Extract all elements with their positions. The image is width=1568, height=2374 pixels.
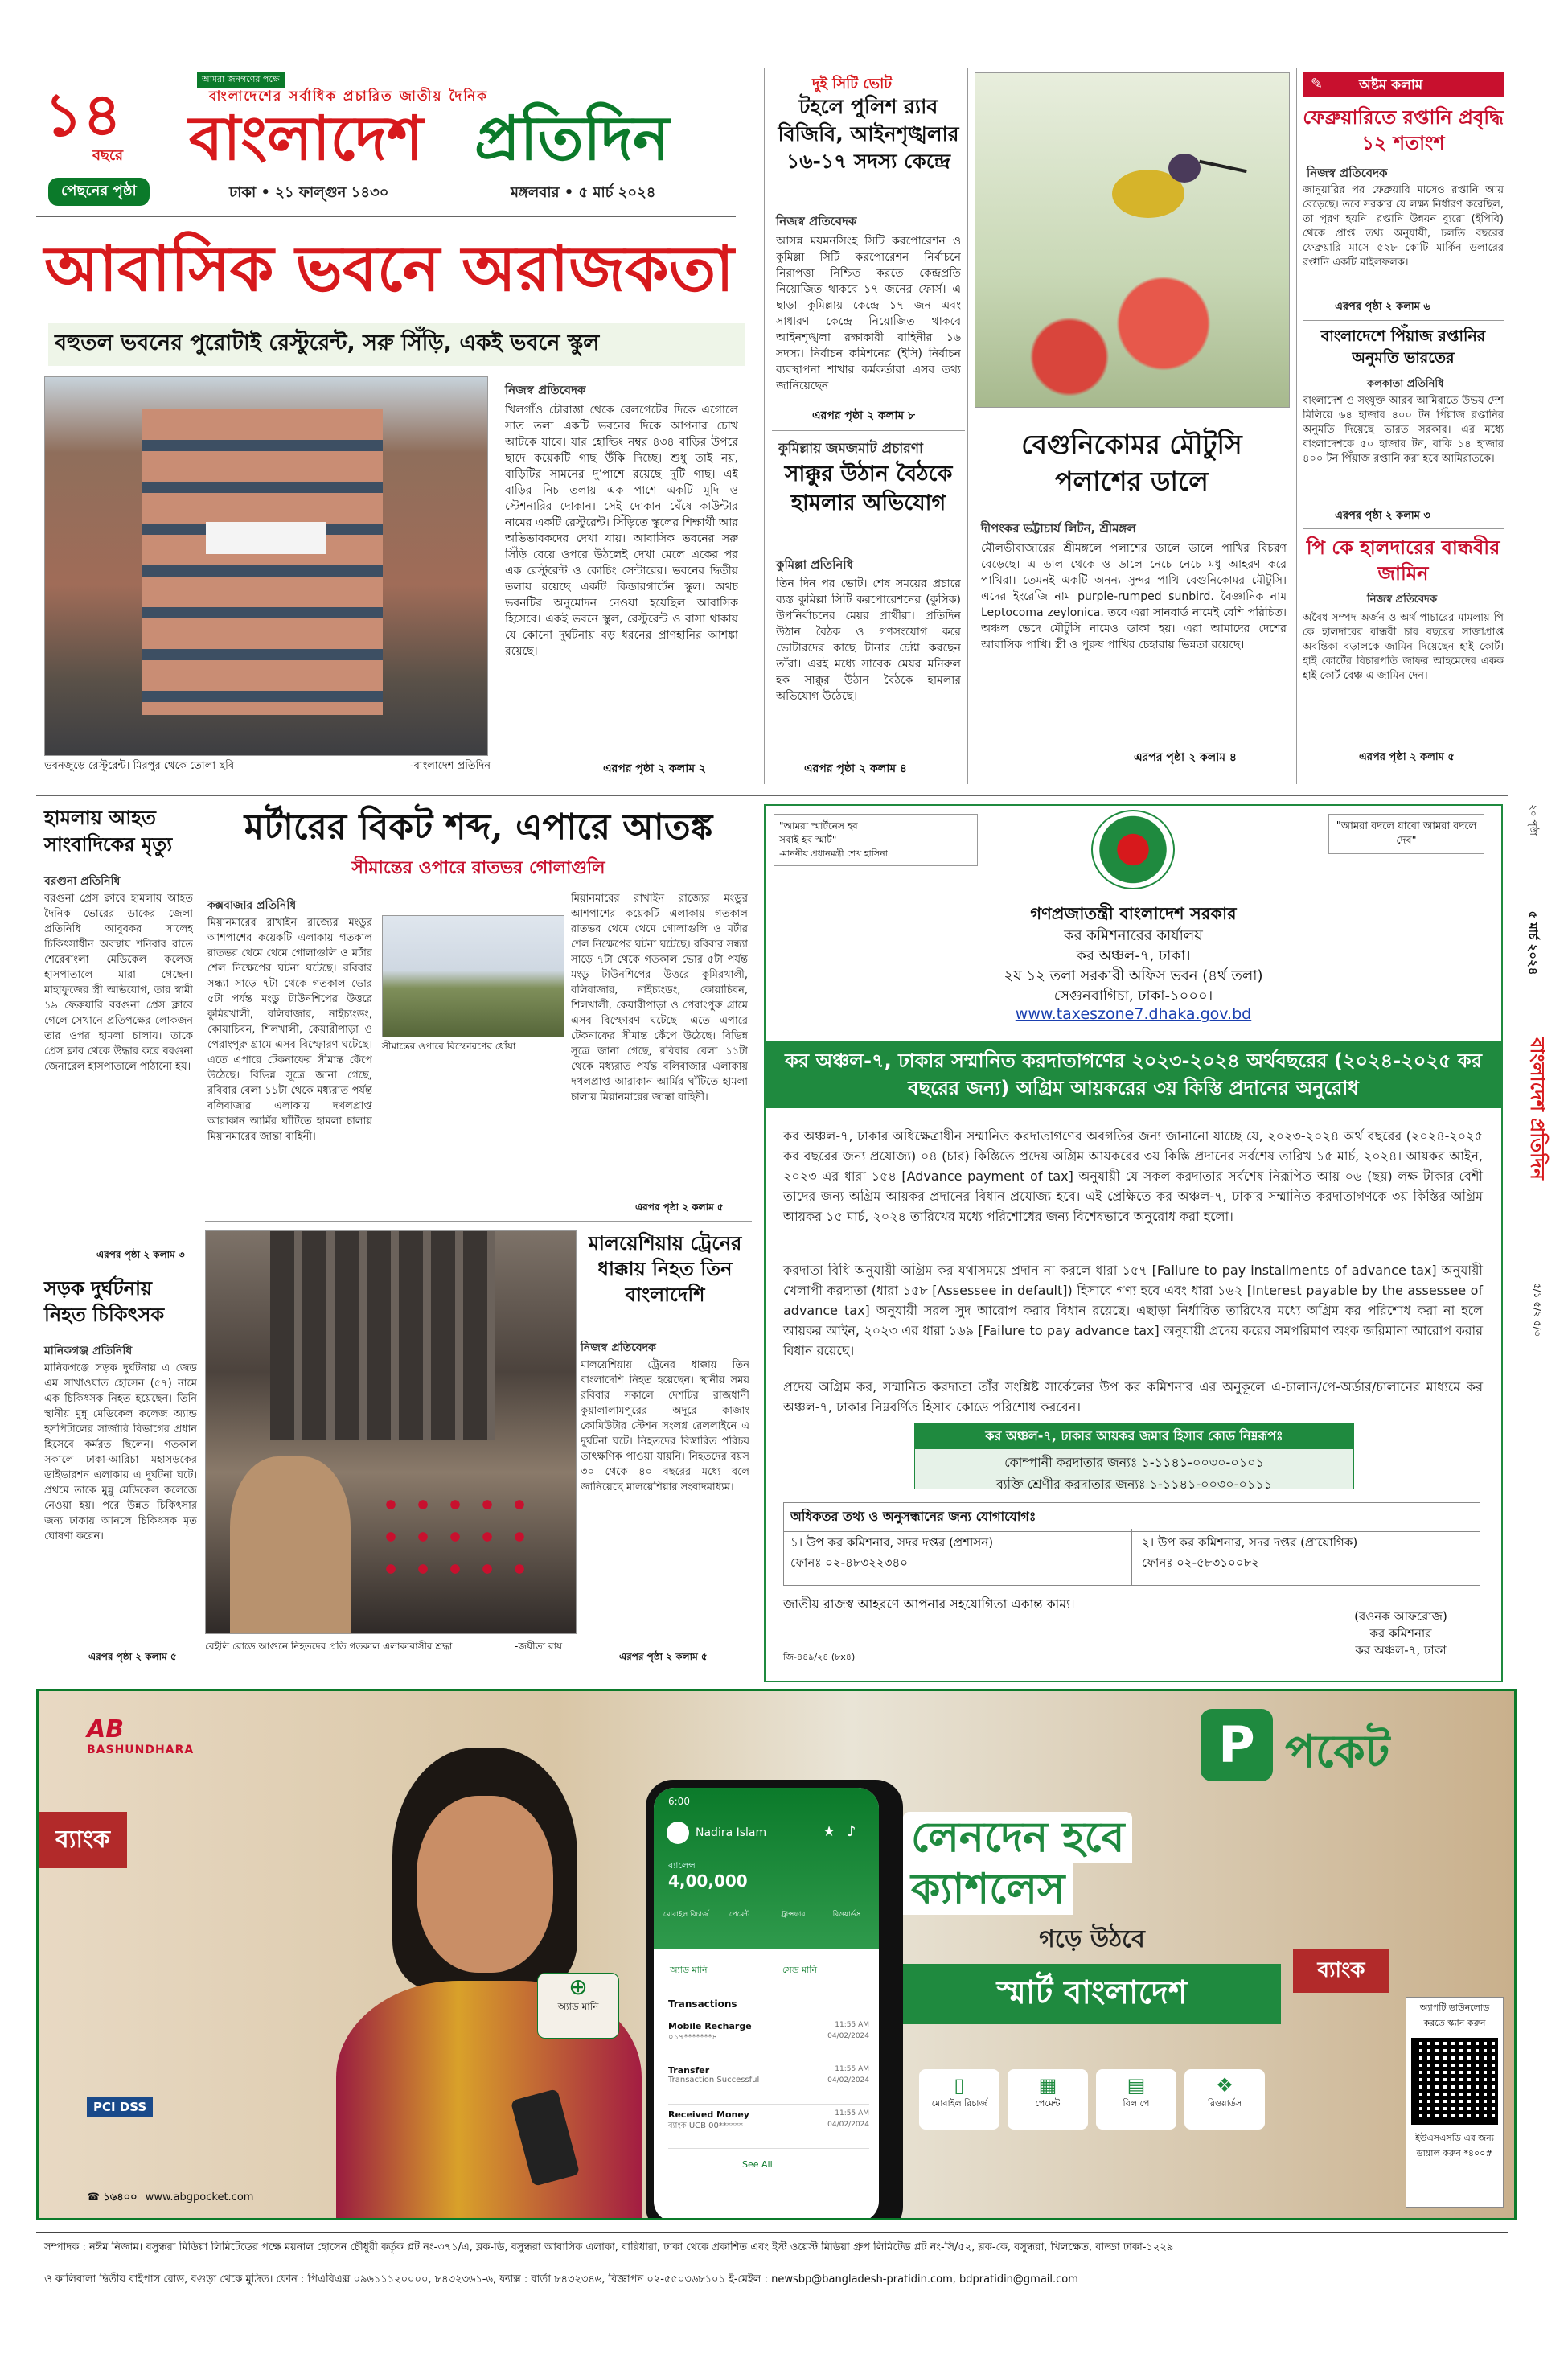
tax-contact1: [790, 1534, 1120, 1574]
tagline-line2: ক্যাশলেস: [903, 1863, 1073, 1915]
section-rule-mid: [36, 795, 1508, 796]
street-sign: [206, 522, 326, 554]
feature-strip: [919, 2069, 1265, 2130]
lead-byline: নিজস্ব প্রতিবেদক: [505, 383, 586, 397]
app-action-transfer[interactable]: ট্রান্সফার: [781, 1911, 806, 1919]
transaction-date: 04/02/2024: [827, 2076, 869, 2084]
brand-logo-left: [87, 1715, 215, 1756]
city-date: ঢাকা • ২১ ফাল্গুন ১৪৩০: [229, 184, 389, 201]
mortar-headline: মর্টারের বিকট শব্দ, এপারে আতঙ্ক: [244, 807, 713, 848]
feature-billpay[interactable]: [1096, 2069, 1176, 2130]
transaction-time: 11:55 AM: [835, 2021, 869, 2029]
transaction-time: 11:55 AM: [835, 2109, 869, 2117]
tax-contact1-name: ১। উপ কর কমিশনার, সদর দপ্তর (প্রশাসন): [790, 1535, 994, 1550]
city-poll-continued: এরপর পৃষ্ঠা ২ কলাম ৮: [812, 409, 915, 422]
tax-contact1-phone: ফোনঃ ০২-৪৮৩২২৩৪০: [790, 1555, 908, 1570]
transaction-row[interactable]: [668, 2065, 869, 2105]
send-money-button[interactable]: সেন্ড মানি: [782, 1965, 818, 1975]
hotline-number: ১৬৪০০: [103, 2191, 138, 2204]
feature-recharge-label: মোবাইল রিচার্জ: [931, 2098, 987, 2109]
column8-story2-headline: বাংলাদেশে পিঁয়াজ রপ্তানির অনুমতি ভারতের: [1320, 327, 1486, 367]
bank-sign-left: ব্যাংক: [39, 1812, 127, 1868]
mortar-body-2: মিয়ানমারের রাখাইন রাজ্যের মংডুর আশপাশের কয়েকটি এলাকায় গতকাল রাতভর থেমে থেমে গোলাগুলি ও মর্টার শেল নিক্ষেপের ঘটনা ঘটেছে। রবিবার সন্ধ্যা সাড়ে ৭টা থেকে গতকাল ভোর ৫টা পর্যন্ত মংডু টাউনশিপের উত্তরে কুমিরখালী, বলিবাজার, নাইচ্যংডং, কোয়াচিবন, শিলখালী, কেয়ারীপাড়া ও পেরাংপুরু গ্রামে এসব বিস্ফোরণ ঘটেছে। এতে এপারে টেকনাফের সীমান্ত কেঁপে উঠেছে। বিভিন্ন সূত্রে জানা গেছে, রবিবার বেলা ১১টা থেকে মধ্যরাত পর্যন্ত বলিবাজার এলাকায় দখলপ্রাপ্ত আরাকান আর্মির ঘাঁটিতে হামলা চালায় মিয়ানমারের জান্তা বাহিনী।: [571, 893, 748, 1103]
malaysia-body: মালয়েশিয়ায় ট্রেনের ধাক্কায় তিন বাংলাদেশি নিহত হয়েছেন। স্থানীয় সময় রবিবার সকালে দেশটির রাজধানী কুয়ালালামপুরের অদূরে কাজাং কোমিউটার স্টেশন সংলগ্ন রেললাইনে এ দুর্ঘটনা ঘটে। নিহতদের বিস্তারিত পরিচয় তাৎক্ষণিক পাওয়া যায়নি। নিহতদের বয়স ৩০ থেকে ৪০ বছরের মধ্যে বলে জানিয়েছে মালয়েশিয়ার সংবাদমাধ্যম।: [581, 1359, 749, 1493]
lead-photo-credit: -বাংলাদেশ প্রতিদিন: [409, 760, 491, 772]
gift-icon: ❖: [1216, 2074, 1233, 2097]
balance-amount: 4,00,000: [668, 1871, 748, 1891]
mortar-continued: এরপর পৃষ্ঠা ২ কলাম ৫: [635, 1201, 724, 1213]
tax-code-title: কর অঞ্চল-৭, ঢাকার আয়কর জমার হিসাব কোড নিম্নরূপঃ: [915, 1424, 1353, 1449]
col-divider-2: [967, 68, 968, 784]
spine-title: বাংলাদেশ প্রতিদিন: [1526, 1037, 1550, 1180]
lead-subhead: বহুতল ভবনের পুরোটাই রেস্টুরেন্ট, সরু সিঁড়ি, একই ভবনে স্কুল: [48, 323, 745, 366]
footer-line1: সম্পাদক : নঈম নিজাম। বসুন্ধরা মিডিয়া লিমিটেডের পক্ষে ময়নাল হোসেন চৌধুরী কর্তৃক প্লট নং-৩৭১/এ, ব্লক-ডি, বসুন্ধরা আবাসিক এলাকা, বারিধারা, ঢাকা থেকে প্রকাশিত এবং ইস্ট ওয়েস্ট মিডিয়া গ্রুপ লিমিটেড প্লট নং-সি/৫২, ব্লক-কে, বসুন্ধরা, খিলক্ষেত, বাড্ডা ঢাকা-১২২৯: [44, 2241, 1174, 2253]
tax-quote-left-line1: "আমরা স্মার্টনেস হব: [779, 820, 858, 832]
add-money-label: অ্যাড মানি: [557, 2001, 599, 2012]
journalist-byline: বরগুনা প্রতিনিধি: [44, 875, 121, 888]
tax-office: কর কমিশনারের কার্যালয়: [1064, 927, 1203, 944]
balance-label: ব্যালেন্স: [668, 1860, 696, 1871]
fire-photo-credit: -জয়ীতা রায়: [515, 1641, 563, 1652]
road-headline: সড়ক দুর্ঘটনায় নিহত চিকিৎসক: [44, 1276, 165, 1326]
transaction-sub: ০১৭*******৪: [668, 2033, 717, 2042]
column8-story3-byline: নিজস্ব প্রতিবেদক: [1367, 594, 1438, 606]
building-facade: [142, 409, 383, 715]
tax-quote-left-attr: -মাননীয় প্রধানমন্ত্রী শেখ হাসিনা: [779, 848, 888, 859]
tax-para1: কর অঞ্চল-৭, ঢাকার অধিক্ষেত্রাধীন সম্মানিত করদাতাগণের অবগতির জন্য জানানো যাচ্ছে যে, ২০২৩-২০২৪ অর্থ বছরের (২০২৪-২০২৫ কর বছরের জন্য প্রযোজ্য) ০৪ (চার) কিস্তিতে প্রদেয় অগ্রিম আয়করের ৩য় কিস্তি প্রদানের সর্বশেষ তারিখ ১৫ মার্চ, ২০২৪। আয়কর আইন, ২০২৩ এর ধারা ১৫৪ [Advance payment of tax] অনুযায়ী যে সকল করদাতার সর্বশেষ নিরূপিত আয় ০৬ (ছয়) লক্ষ টাকার বেশী তাদের জন্য অগ্রিম আয়কর প্রদানের বিধান প্রযোজ্য হবে। এই প্রেক্ষিতে কর অঞ্চল-৭, ঢাকার সম্মানিত করদাতাগণকে ৩য় কিস্তির অগ্রিম আয়কর ১৫ মার্চ, ২০২৪ তারিখের মধ্যে পরিশোধের জন্য বিশেষভাবে অনুরোধ করা হলো।: [783, 1128, 1483, 1224]
bird-headline: বেগুনিকোমর মৌটুসি পলাশের ডালে: [1021, 429, 1242, 497]
city-poll-byline: নিজস্ব প্রতিবেদক: [776, 214, 857, 228]
comilla-byline: কুমিল্লা প্রতিনিধি: [776, 557, 854, 572]
tax-contact2-phone: ফোনঃ ০২-৫৮৩১০০৮২: [1142, 1555, 1259, 1570]
tax-quote-left-line2: সবাই হব স্মার্ট": [779, 834, 837, 845]
spine-marks: ৫/১ ৫/২ ৫/৩: [1532, 1283, 1543, 1337]
transaction-title: Received Money: [668, 2109, 749, 2120]
transaction-sub: Transaction Successful: [668, 2076, 760, 2084]
bird-byline: দীপংকর ভট্টাচার্য লিটন, শ্রীমঙ্গল: [981, 521, 1136, 536]
column8-story3-continued: এরপর পৃষ্ঠা ২ কলাম ৫: [1359, 751, 1455, 763]
anniversary-word: বছরে: [92, 147, 124, 164]
pocket-ad: [36, 1689, 1517, 2220]
transaction-row[interactable]: [668, 2109, 869, 2149]
column8-story1-byline: নিজস্ব প্রতিবেদক: [1307, 166, 1388, 180]
rule-city-poll: [772, 430, 965, 431]
comilla-kicker: কুমিল্লায় জমজমাট প্রচারণা: [778, 441, 923, 457]
tax-code-box: [914, 1423, 1354, 1492]
mortar-photo: [382, 915, 564, 1037]
transaction-row[interactable]: [668, 2021, 869, 2060]
road-byline: মানিকগঞ্জ প্রতিনিধি: [44, 1345, 133, 1357]
mortar-byline: কক্সবাজার প্রতিনিধি: [207, 899, 297, 912]
title-pratidin: প্রতিদিন: [474, 102, 670, 174]
transaction-sub: ব্যাংক UCB 00******: [668, 2121, 743, 2130]
comilla-body: তিন দিন পর ভোট। শেষ সময়ের প্রচারে ব্যস্ত কুমিল্লা সিটি করপোরেশনের (কুসিক) উপনির্বাচনের মেয়র প্রার্থীরা। প্রতিদিন উঠান বৈঠক ও গণসংযোগ করে ভোটারদের কাছে টানার চেষ্টা করছেন তাঁরা। এরই মধ্যে সাবেক মেয়র মনিরুল হক সাক্কুর উঠান বৈঠকে হামলার অভিযোগ উঠেছে।: [776, 577, 961, 703]
pocket-p-icon: P: [1201, 1709, 1273, 1781]
mortar-photo-caption: সীমান্তের ওপারে বিস্ফোরণের ধোঁয়া: [382, 1041, 516, 1052]
tax-code1: কোম্পানী করদাতার জন্যঃ ১-১১৪১-০০৩০-০১০১: [1004, 1455, 1264, 1470]
pen-icon: ✎: [1311, 76, 1324, 92]
badge-pci-dss: PCI DSS: [87, 2097, 153, 2117]
feature-rewards[interactable]: [1184, 2069, 1265, 2130]
pocket-brand: পকেট: [1285, 1725, 1390, 1778]
comilla-headline: সাক্কুর উঠান বৈঠকে হামলার অভিযোগ: [784, 462, 953, 515]
lead-photo: [44, 376, 488, 756]
bird-beak: [1199, 160, 1247, 173]
column8-story2-byline: কলকাতা প্রতিনিধি: [1367, 378, 1444, 390]
star-icon[interactable]: ★: [823, 1823, 836, 1840]
tagline-line4: স্মার্ট বাংলাদেশ: [903, 1964, 1281, 2024]
tax-address2: সেগুনবাগিচা, ঢাকা-১০০০।: [1053, 988, 1213, 1004]
journalist-continued: এরপর পৃষ্ঠা ২ কলাম ৩: [96, 1249, 185, 1260]
qr-text: অ্যাপটি ডাউনলোড করতে স্ক্যান করুন: [1419, 2002, 1490, 2028]
transaction-time: 11:55 AM: [835, 2065, 869, 2073]
dial-text: ইউএসএসডি এর জন্য ডায়াল করুন *৪০০#: [1415, 2133, 1494, 2158]
child-figure: [230, 1456, 351, 1633]
gov-emblem-icon: [1091, 810, 1175, 889]
tax-sign-title: কর কমিশনার: [1369, 1626, 1432, 1641]
tax-website[interactable]: www.taxeszone7.dhaka.gov.bd: [1015, 1005, 1252, 1023]
app-action-rewards[interactable]: রিওয়ার্ডস: [832, 1911, 861, 1919]
qr-code-icon[interactable]: [1411, 2038, 1498, 2125]
transaction-date: 04/02/2024: [827, 2121, 869, 2129]
column8-story3-body: অবৈধ সম্পদ অর্জন ও অর্থ পাচারের মামলায় পি কে হালদারের বান্ধবী চার বছরের সাজাপ্রাপ্ত অবন্তিকা বড়ালকে জামিন দিয়েছেন হাই কোর্ট। হাই কোর্টের বিচারপতি জাফর আহমেদের একক হাই কোর্ট বেঞ্চ এ জামিন দেন।: [1303, 612, 1504, 682]
malaysia-headline: মালয়েশিয়ায় ট্রেনের ধাক্কায় নিহত তিন বাংলাদেশি: [588, 1231, 742, 1306]
tax-para2: করদাতা বিধি অনুযায়ী অগ্রিম কর যথাসময়ে প্রদান না করলে ধারা ১৫৭ [Failure to pay installments of advance tax] অনুযায়ী খেলাপী করদাতা (ধারা ১৫৮ [Assessee in default]) হিসাবে গণ্য হবে এবং ধারা ১৬২ [Interest payable by the assessee of advance tax] অনুযায়ী সরল সুদ আরোপ করার বিধান রয়েছে। এছাড়া নির্ধারিত তারিখের মধ্যে অগ্রিম কর পরিশোধ করা না হলে আয়কর আইন, ২০২৩ এর ধারা ১৬৯ [Failure to pay advance tax] অনুযায়ী প্রদেয় করের সমপরিমাণ অংক জরিমানা আরোপ করার বিধান রয়েছে।: [783, 1263, 1483, 1358]
masthead: [36, 68, 728, 201]
app-actions: [662, 1908, 871, 1949]
rule-col8-1: [1303, 320, 1504, 321]
city-poll-body: আসন্ন ময়মনসিংহ সিটি করপোরেশন ও কুমিল্লা সিটি করপোরেশন নির্বাচনে নিরাপত্তা নিশ্চিত করতে কেন্দ্রপ্রতি নিয়োজিত থাকবে ১৭ জনের ফোর্স। এ ছাড়া কুমিল্লায় কেন্দ্রে ১৭ জন এবং সাধারণ কেন্দ্রে নিয়োজিত থাকবে আইনশৃঙ্খলা রক্ষাকারী বাহিনীর ১৬ সদস্য। নির্বাচন কমিশনের (ইসি) নির্বাচন ব্যবস্থাপনা শাখার কর্মকর্তারা এসব তথ্য জানিয়েছেন।: [776, 235, 961, 392]
column8-label: অষ্টম কলাম: [1359, 77, 1423, 93]
see-all-link[interactable]: See All: [742, 2159, 773, 2170]
tax-zone: কর অঞ্চল-৭, ঢাকা।: [1076, 947, 1191, 964]
anniversary-number: ১৪: [44, 80, 122, 150]
tagline-line1: লেনদেন হবে: [903, 1812, 1132, 1863]
bird-photo: [975, 72, 1290, 408]
city-poll-headline: টহলে পুলিশ র‍্যাব বিজিবি, আইনশৃঙ্খলার ১৬-১৭ সদস্য কেন্দ্রে: [778, 95, 959, 173]
road-body: মানিকগঞ্জে সড়ক দুর্ঘটনায় এ জেড এম সাখাওয়াত হোসেন (৫৭) নামে এক চিকিৎসক নিহত হয়েছেন। তিনি স্থানীয় মুন্নু মেডিকেল কলেজ অ্যান্ড হসপিটালের সার্জারি বিভাগের প্রধান হিসেবে কর্মরত ছিলেন। গতকাল সকালে ঢাকা-আরিচা মহাসড়কের ডাইভারশন এলাকায় এ দুর্ঘটনা ঘটে। প্রথমে তাকে মুন্নু মেডিকেল কলেজে নেওয়া হয়। পরে উন্নত চিকিৎসার জন্য ঢাকায় আনলে চিকিৎসক মৃত ঘোষণা করেন।: [44, 1362, 197, 1542]
footer-line2: ও কালিবালা দ্বিতীয় বাইপাস রোড, বগুড়া থেকে মুদ্রিত। ফোন : পিএবিএক্স ০৯৬১১১২০০০০, ৮৪৩২৩৬১-৬, ফ্যাক্স : বার্তা ৮৪৩২৩৪৬, বিজ্ঞাপন ০২-৫৫০৩৬৮১০১ ই-মেইল : newsbp@bangladesh-pratidin.com, bdpratidin@gmail.com: [44, 2273, 1078, 2286]
payment-icon: ▦: [1038, 2074, 1057, 2097]
journalist-headline: হামলায় আহত সাংবাদিকের মৃত্যু: [44, 806, 173, 856]
add-money-badge: [537, 1973, 619, 2039]
malaysia-continued: এরপর পৃষ্ঠা ২ কলাম ৫: [619, 1651, 708, 1662]
tax-sign-name: (রওনক আফরোজ): [1354, 1609, 1447, 1624]
user-name: Nadira Islam: [696, 1826, 767, 1839]
feature-billpay-label: বিল পে: [1123, 2098, 1150, 2109]
col-divider-3: [1296, 68, 1297, 784]
lead-photo-caption: ভবনজুড়ে রেস্টুরেন্ট। মিরপুর থেকে তোলা ছবি: [44, 760, 235, 772]
spine-date: ৫ মার্চ ২০২৪: [1525, 910, 1541, 975]
tax-contact-title: অধিকতর তথ্য ও অনুসন্ধানের জন্য যোগাযোগঃ: [784, 1503, 1480, 1532]
fire-photo: [205, 1230, 577, 1634]
mortar-subhead: সীমান্তের ওপারে রাতভর গোলাগুলি: [351, 858, 605, 878]
phone-screen: [654, 1788, 879, 2220]
footer-rule: [36, 2232, 1508, 2233]
rule-mortar: [205, 1221, 752, 1222]
tax-code2: ব্যক্তি শ্রেণীর করদাতার জন্যঃ ১-১১৪১-০০৩০-০১১১: [995, 1477, 1273, 1492]
feature-recharge[interactable]: [919, 2069, 999, 2130]
anniversary-logo: [44, 80, 165, 164]
column8-story1-continued: এরপর পৃষ্ঠা ২ কলাম ৬: [1335, 301, 1430, 313]
avatar[interactable]: [667, 1822, 689, 1844]
bird-head: [1168, 154, 1201, 183]
pocket-logo: [1201, 1709, 1426, 1785]
app-action-recharge[interactable]: মোবাইল রিচার্জ: [663, 1911, 709, 1919]
tax-quote-right: "আমরা বদলে যাবো আমরা বদলে দেব": [1328, 814, 1484, 854]
journalist-body: বরগুনা প্রেস ক্লাবে হামলায় আহত দৈনিক ভোরের ডাকের জেলা প্রতিনিধি আবুবকর সালেহ চিকিৎসাধীন অবস্থায় শনিবার রাতে শেরেবাংলা মেডিকেল কলেজ হাসপাতালে মারা গেছেন। মাহাফুজের স্ত্রী অভিযোগ, তার স্বামী ১৯ ফেব্রুয়ারি বরগুনা প্রেস ক্লাবে গেলে সেখানে প্রতিপক্ষের লোকজন তার ওপর হামলা চালায়। তাকে প্রেস ক্লাব থেকে উদ্ধার করে বরগুনা জেনারেল হাসপাতালে পাঠানো হয়।: [44, 893, 193, 1073]
lead-headline: আবাসিক ভবনে অরাজকতা: [44, 232, 734, 306]
tax-banner: কর অঞ্চল-৭, ঢাকার সম্মানিত করদাতাগণের ২০২৩-২০২৪ অর্থবছরের (২০২৪-২০২৫ কর বছরের জন্য) অগ্রিম আয়করের ৩য় কিস্তি প্রদানের অনুরোধ: [766, 1041, 1501, 1108]
phone-mockup: [646, 1780, 903, 2220]
tax-para3: প্রদেয় অগ্রিম কর, সম্মানিত করদাতা তাঁর সংশ্লিষ্ট সার্কেলের উপ কর কমিশনার এর অনুকূলে এ-চালান/পে-অর্ডার/চালানের মাধ্যমে কর অঞ্চল-৭, ঢাকার নিম্নবর্ণিত হিসাব কোডে পরিশোধ করবেন।: [783, 1379, 1483, 1415]
spine: [1516, 804, 1550, 1448]
add-money-button[interactable]: অ্যাড মানি: [670, 1965, 708, 1975]
qr-panel: [1406, 1997, 1504, 2208]
tax-contact2: [1142, 1534, 1472, 1574]
pocket-website: www.abgpocket.com: [145, 2191, 254, 2204]
bird-continued: এরপর পৃষ্ঠা ২ কলাম ৪: [1134, 751, 1237, 764]
bill-icon: ▤: [1127, 2074, 1146, 2097]
bashundhara-name: BASHUNDHARA: [87, 1744, 195, 1756]
tax-contact-table: [783, 1502, 1480, 1586]
masthead-rule: [36, 216, 736, 217]
tagline-block: [903, 1812, 1281, 2037]
fire-photo-caption: বেইলি রোডে আগুনে নিহতদের প্রতি গতকাল এলাকাবাসীর শ্রদ্ধা: [205, 1641, 453, 1652]
hotline-block: [87, 2190, 253, 2207]
tax-signature: [1320, 1608, 1481, 1659]
column8-story3-headline: পি কে হালদারের বান্ধবীর জামিন: [1306, 536, 1500, 585]
lead-continued: এরপর পৃষ্ঠা ২ কলাম ২: [603, 762, 707, 775]
tax-quote-left: [774, 814, 978, 866]
phone-time: 6:00: [668, 1796, 690, 1807]
weekday-date: মঙ্গলবার • ৫ মার্চ ২০২৪: [511, 184, 656, 201]
tax-ref: জি-৪৪৯/২৪ (৮x৪): [783, 1652, 856, 1662]
feature-rewards-label: রিওয়ার্ডস: [1207, 2098, 1242, 2109]
title-bangladesh: বাংলাদেশ: [189, 102, 424, 174]
bank-sign-right: ব্যাংক: [1293, 1949, 1389, 1993]
tagline-small: আমরা জনগণের পক্ষে: [197, 72, 285, 88]
road-continued: এরপর পৃষ্ঠা ২ কলাম ৫: [88, 1651, 177, 1662]
woman-face: [417, 1796, 553, 1973]
col-divider-1: [764, 68, 765, 784]
tax-contact-divider: [1131, 1529, 1132, 1585]
recharge-icon: ▯: [954, 2074, 965, 2097]
tax-ad: [764, 804, 1503, 1682]
tax-address1: ২য় ১২ তলা সরকারী অফিস ভবন (৪র্থ তলা): [1004, 967, 1263, 984]
app-action-payment[interactable]: পেমেন্ট: [729, 1911, 750, 1919]
tax-gov: গণপ্রজাতন্ত্রী বাংলাদেশ সরকার: [1030, 904, 1237, 923]
bird-body: মৌলভীবাজারের শ্রীমঙ্গলে পলাশের ডালে ডালে পাখির বিচরণ বেড়েছে। এ ডাল থেকে ও ডালে নেচে নেচে মধু আহরণ করে পাখিরা। তেমনই একটি অনন্য সুন্দর পাখি বেগুনিকোমর মৌটুসি। এদের ইংরেজি নাম purple-rumped sunbird. বৈজ্ঞানিক নাম Leptocoma zeylonica. তবে এরা সানবার্ড নামেই বেশি পরিচিত। অঞ্চল ভেদে মৌটুসি নামেও ডাকা হয়। এরা আমাদের দেশের আবাসিক পাখি। স্ত্রী ও পুরুষ পাখির চেহারায় ভিন্নতা রয়েছে।: [981, 542, 1287, 651]
transaction-date: 04/02/2024: [827, 2032, 869, 2040]
feature-payment[interactable]: [1008, 2069, 1088, 2130]
column8-story2-continued: এরপর পৃষ্ঠা ২ কলাম ৩: [1335, 510, 1430, 522]
tagline: বাংলাদেশের সর্বাধিক প্রচারিত জাতীয় দৈনিক: [209, 88, 489, 105]
transaction-title: Transfer: [668, 2065, 710, 2076]
column8-story2-body: বাংলাদেশ ও সংযুক্ত আরব আমিরাতে উভয় দেশ মিলিয়ে ৬৪ হাজার ৪০০ টন পিঁয়াজ রপ্তানির অনুমতি দিয়েছে ভারত সরকার। এর মধ্যে বাংলাদেশকে ৫০ হাজার টন, বাকি ১৪ হাজার ৪০০ টন পিঁয়াজ রপ্তানি করা হবে আমিরাতকে।: [1303, 395, 1504, 465]
column8-badge: [1303, 72, 1504, 97]
comilla-continued: এরপর পৃষ্ঠা ২ কলাম ৪: [804, 762, 907, 775]
lead-body: খিলগাঁও চৌরাস্তা থেকে রেলগেটের দিকে এগোলে সাত তলা একটি ভবনের দিকে আপনার চোখ আটকে যাবে। যার হোল্ডিং নম্বর ৪৩৪ বাড়ির উপরে ছাদে কয়েকটি গাছ উঁকি দিচ্ছে। শুধু তাই নয়, বাড়িটির সামনের দু’পাশে রয়েছে দুটি গাছ। এই বাড়ির নিচ তলায় এক পাশে একটি মুদি ও স্টেশনারির দোকান। সেই দোকান ঘেঁষে কাউন্টার নামের একটি রেস্টুরেন্ট। সিঁড়িতে স্কুলের শিক্ষার্থী আর অভিভাবকদের দেখা যায়। আবাসিক ভবনের সরু সিঁড়ি বেয়ে ওপরে উঠলেই দেখা মেলে একের পর এক রেস্টুরেন্ট ও কোচিং সেন্টারের। ভবনের দ্বিতীয় তলায় রয়েছে একটি কিন্ডারগার্টেন স্কুল। অথচ ভবনটির অনুমোদন নেওয়া হয়েছিল আবাসিক হিসেবে। একই ভবনে স্কুল, রেস্টুরেন্ট ও বাসা থাকায় যে কোনো দুর্ঘটনায় বড় ধরনের প্রাণহানির আশঙ্কা রয়েছে।: [505, 404, 738, 658]
column8-story1-body: জানুয়ারির পর ফেব্রুয়ারি মাসেও রপ্তানি আয় বেড়েছে। তবে সরকার যে লক্ষ্য নির্ধারণ করেছিল, তা পূরণ হয়নি। রপ্তানি উন্নয়ন ব্যুরো (ইপিবি) থেকে প্রাপ্ত তথ্য অনুযায়ী, চলতি বছরের ফেব্রুয়ারি মাসে ৫২৮ কোটি মার্কিন ডলারের রপ্তানি একটি মাইলফলক।: [1303, 184, 1504, 269]
flowers: [375, 1489, 536, 1585]
city-poll-kicker: দুই সিটি ভোট: [812, 76, 893, 92]
transactions-label: Transactions: [668, 1998, 737, 2010]
wallet-plus-icon: ⊕: [569, 1974, 588, 2000]
column8-story1-headline: ফেব্রুয়ারিতে রপ্তানি প্রবৃদ্ধি ১২ শতাংশ: [1303, 105, 1504, 154]
burnt-building: [270, 1231, 495, 1440]
tax-sign-zone: কর অঞ্চল-৭, ঢাকা: [1355, 1643, 1447, 1657]
mortar-body-1: মিয়ানমারের রাখাইন রাজ্যের মংডুর আশপাশের কয়েকটি এলাকায় গতকাল রাতভর থেমে থেমে গোলাগুলি ও মর্টার শেল নিক্ষেপের ঘটনা ঘটেছে। রবিবার সন্ধ্যা সাড়ে ৭টা থেকে গতকাল ভোর ৫টা পর্যন্ত মংডু টাউনশিপের উত্তরে কুমিরখালী, বলিবাজার, নাইচ্যংডং, কোয়াচিবন, শিলখালী, কেয়ারীপাড়া ও পেরাংপুরু গ্রামে এসব বিস্ফোরণ ঘটেছে। এতে এপারে টেকনাফের সীমান্ত কেঁপে উঠেছে। বিভিন্ন সূত্রে জানা গেছে, রবিবার বেলা ১১টা থেকে মধ্যরাত পর্যন্ত বলিবাজার এলাকায় দখলপ্রাপ্ত আরাকান আর্মির ঘাঁটিতে হামলা চালায় মিয়ানমারের জান্তা বাহিনী।: [207, 917, 372, 1143]
spine-page: ২০ পৃষ্ঠা: [1528, 804, 1539, 836]
tax-slogan: জাতীয় রাজস্ব আহরণে আপনার সহযোগিতা একান্ত কাম্য।: [783, 1596, 1075, 1612]
tagline-line3: গড়ে উঠবে: [1039, 1925, 1145, 1953]
rule-col8-2: [1303, 528, 1504, 529]
back-page-label: পেছনের পৃষ্ঠা: [48, 178, 150, 206]
malaysia-byline: নিজস্ব প্রতিবেদক: [581, 1341, 656, 1354]
tax-contact2-name: ২। উপ কর কমিশনার, সদর দপ্তর (প্রায়োগিক): [1142, 1535, 1358, 1550]
transaction-title: Mobile Recharge: [668, 2021, 752, 2031]
feature-payment-label: পেমেন্ট: [1035, 2098, 1061, 2109]
bell-icon[interactable]: ♪: [847, 1823, 856, 1840]
headset-icon: ☎: [87, 2191, 101, 2204]
bashundhara-mark: AB: [87, 1715, 125, 1744]
